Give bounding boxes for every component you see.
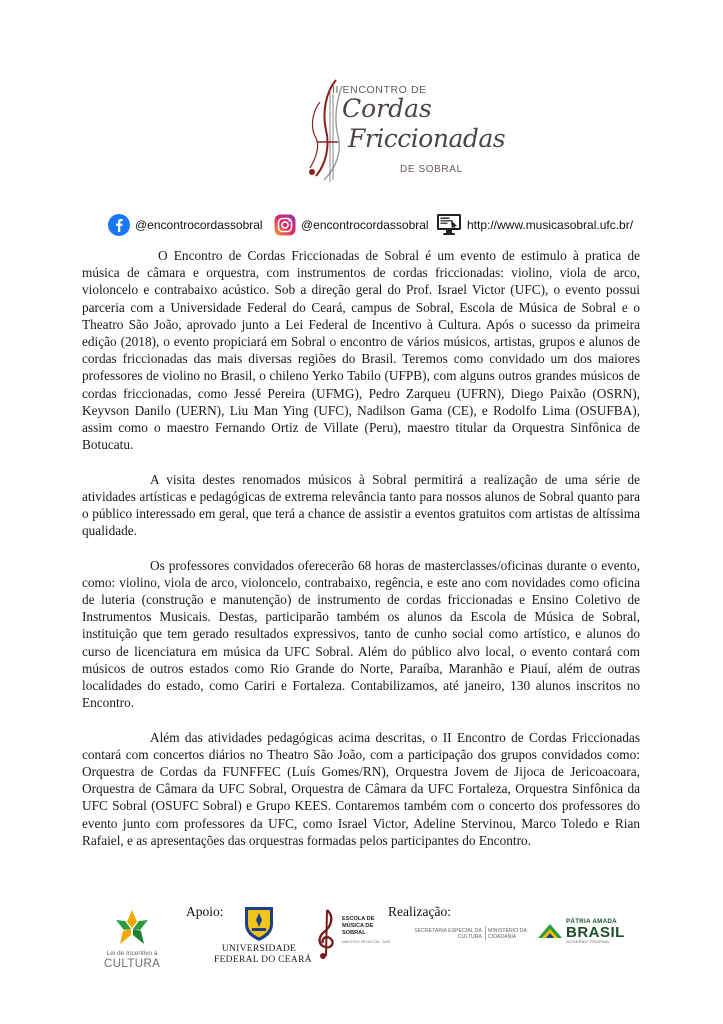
event-description — [82, 247, 640, 866]
brasil-line3: GOVERNO FEDERAL — [566, 940, 610, 944]
social-links — [108, 212, 668, 238]
instagram-link[interactable] — [274, 212, 429, 238]
secult-line2: CULTURA — [457, 934, 482, 940]
star-logo-icon — [104, 908, 160, 950]
monitor-icon — [436, 213, 462, 237]
event-logo — [296, 72, 506, 190]
facebook-link[interactable] — [108, 212, 263, 238]
lei-big-text: CULTURA — [104, 958, 161, 970]
paragraph-visita: A visita destes renomados músicos à Sobral permitirá a realização de uma série de atividades artísticas e pedagógicas de extrema relevância tanto para nossos alunos de Sobral quanto para o público interessado em geral, que terá a chance de assistir a eventos gratuitos com artistas de altíssima qualidade. — [82, 471, 640, 539]
ems-subtitle: MAESTRO ZÉ NILTON - 2005 — [342, 940, 391, 944]
instagram-icon — [274, 214, 296, 236]
paragraph-concertos: Além das atividades pedagógicas acima descritas, o II Encontro de Cordas Friccionadas contará com concertos diários no Theatro São João, com a participação dos grupos convidados como: Orquestra de Cordas da FUNFFEC (Luís Gomes/RN), Orquestra Jovem de Jijoca de Jericoacoara, Orquestra de Câmara da UFC Sobral, Orquestra de Câmara da UFC Fortaleza, Orquestra Sinfônica da UFC Sobral (OSUFC Sobral) e Grupo KEES. Contaremos também com o concerto dos professores do evento junto com professores da UFC, como Israel Victor, Adeline Stervinou, Marco Toledo e Rian Rafaiel, e as apresentações das orquestras formadas pelos participantes do Encontro. — [82, 729, 640, 848]
secult-line1: SECRETARIA ESPECIAL DA — [414, 928, 482, 934]
secretaria-cultura-logo — [414, 928, 482, 940]
brasil-flag-icon — [536, 920, 564, 942]
ufc-crest-icon — [242, 904, 276, 942]
apoio-label: Apoio: — [186, 904, 224, 919]
divider — [485, 926, 486, 940]
governo-federal-logo — [536, 914, 626, 954]
paragraph-intro: O Encontro de Cordas Friccionadas de Sobral é um evento de estimulo à pratica de música de câmara e orquestra, com instrumentos de cordas friccionadas: violino, viola de arco, violoncelo e contrabaixo acústico. Sob a direção geral do Prof. Israel Victor (UFC), o evento possui parceria com a Universidade Federal do Ceará, campus de Sobral, Escola de Música de Sobral e o Theatro São João, aprovado junto a Lei Federal de Incentivo à Cultura. Após o sucesso da primeira edição (2018), o evento propiciará em Sobral o encontro de vários músicos, artistas, grupos e alunos de cordas friccionadas das mais diversas regiões do Brasil. Teremos como convidado um dos maiores professores de violino no Brasil, o chileno Yerko Tabilo (UFPB), com alguns outros grandes músicos de cordas friccionadas, como Jessé Pereira (UFMG), Pedro Zarqueu (UFRN), Diego Paixão (OSRN), Keyvson Danilo (UERN), Liu Man Ying (UFC), Nadilson Gama (CE), e Rodolfo Lima (OSUFBA), assim como o maestro Fernando Ortiz de Villate (Peru), maestro titular da Orquestra Sinfônica de Botucatu. — [82, 248, 640, 453]
instagram-handle: @encontrocordassobral — [301, 218, 429, 232]
realizacao-label: Realização: — [388, 904, 451, 919]
website-url: http://www.musicasobral.ufc.br/ — [467, 218, 634, 232]
facebook-icon — [108, 214, 130, 236]
sponsors-footer — [0, 900, 723, 980]
mincid-line2: CIDADANIA — [488, 934, 517, 940]
escola-musica-logo — [312, 906, 391, 962]
ems-line1: ESCOLA DE — [342, 916, 375, 922]
website-link[interactable] — [436, 212, 633, 238]
logo-friccionadas: Friccionadas — [348, 124, 506, 153]
facebook-handle: @encontrocordassobral — [135, 218, 263, 232]
treble-clef-icon — [312, 906, 340, 962]
ufc-name-line1: UNIVERSIDADE — [221, 944, 297, 954]
logo-cordas: Cordas — [342, 94, 432, 123]
ministerio-cidadania-logo — [488, 928, 528, 940]
ems-line3: SOBRAL — [342, 930, 366, 936]
brasil-line2: BRASIL — [566, 924, 625, 941]
paragraph-professores: Os professores convidados oferecerão 68 horas de masterclasses/oficinas durante o evento, como: violino, viola de arco, violoncelo, contrabaixo, regência, e este ano com novidades como oficina de luteria (construção e manutenção) de instrumento de cordas friccionadas e Ensino Coletivo de Instrumentos Musicais. Destas, participarão também os alunos da Escola de Música de Sobral, instituição que tem gerado resultados expressivos, tanto de cunho social como artístico, e alunos do curso de licenciatura em música da UFC Sobral. Além do público alvo local, o evento contará com músicos de outros estados como Rio Grande do Norte, Paraíba, Maranhão e Piauí, além de outras localidades do estado, como Cariri e Fortaleza. Contabilizamos, até janeiro, 130 alunos inscritos no Encontro. — [82, 557, 640, 711]
mincid-line1: MINISTÉRIO DA — [488, 928, 527, 934]
ufc-name-line2: FEDERAL DO CEARÁ — [214, 955, 312, 965]
lei-small-text: Lei de Incentivo à — [106, 950, 158, 957]
logo-edition: II ENCONTRO DE — [332, 84, 427, 96]
logo-city: DE SOBRAL — [400, 164, 463, 175]
ems-line2: MÚSICA DE — [342, 923, 374, 929]
brasil-line1: PÁTRIA AMADA — [566, 918, 617, 925]
